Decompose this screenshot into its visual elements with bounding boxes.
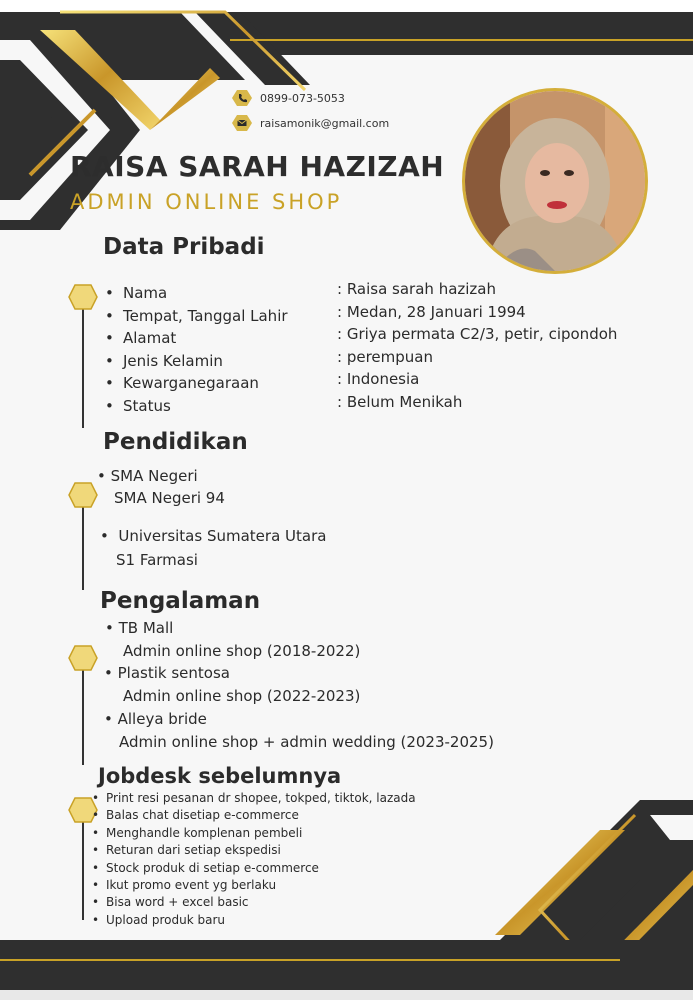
jobdesk-item: • Stock produk di setiap e-commerce: [92, 860, 416, 877]
education-item-2-school: S1 Farmasi: [116, 551, 198, 569]
timeline-line-3: [82, 665, 84, 765]
label-ttl: • Tempat, Tanggal Lahir: [105, 305, 288, 328]
person-role: ADMIN ONLINE SHOP: [70, 190, 343, 214]
hexagon-marker-icon: [68, 482, 98, 508]
jobdesk-item: • Balas chat disetiap e-commerce: [92, 807, 416, 824]
education-item-2-level: • Universitas Sumatera Utara: [100, 527, 327, 545]
label-nama: • Nama: [105, 282, 288, 305]
jobdesk-item: • Returan dari setiap ekspedisi: [92, 842, 416, 859]
education-item-1-school: SMA Negeri 94: [114, 489, 225, 507]
jobdesk-item: • Ikut promo event yg berlaku: [92, 877, 416, 894]
personal-data-values: [337, 278, 617, 414]
section-title-jobdesk: Jobdesk sebelumnya: [98, 764, 342, 788]
jobdesk-item: • Bisa word + excel basic: [92, 894, 416, 911]
label-kewarganegaraan: • Kewarganegaraan: [105, 372, 288, 395]
contact-email: [232, 114, 389, 132]
hexagon-marker-icon: [68, 645, 98, 671]
section-title-data-pribadi: Data Pribadi: [103, 234, 265, 260]
label-status: • Status: [105, 395, 288, 418]
timeline-line-1: [82, 298, 84, 428]
jobdesk-item: • Upload produk baru: [92, 912, 416, 929]
label-alamat: • Alamat: [105, 327, 288, 350]
phone-text[interactable]: 0899-073-5053: [260, 91, 345, 105]
value-ttl: : Medan, 28 Januari 1994: [337, 302, 526, 321]
value-nama: : Raisa sarah hazizah: [337, 280, 497, 298]
experience-item-1-role: Admin online shop (2018-2022): [123, 642, 361, 660]
section-title-pendidikan: Pendidikan: [103, 429, 248, 455]
profile-photo-illustration: [465, 91, 645, 271]
jobdesk-item: • Menghandle komplenan pembeli: [92, 825, 416, 842]
value-kewarganegaraan: : Indonesia: [337, 370, 420, 389]
profile-photo: [462, 88, 648, 274]
experience-item-2-role: Admin online shop (2022-2023): [123, 687, 361, 705]
experience-item-2-company: • Plastik sentosa: [104, 664, 230, 682]
jobdesk-list: [92, 790, 416, 929]
experience-item-3-company: • Alleya bride: [104, 710, 207, 728]
contact-phone: [232, 89, 345, 107]
value-jenis-kelamin: : perempuan: [337, 347, 433, 366]
jobdesk-item: • Print resi pesanan dr shopee, tokped, tiktok, lazada: [92, 790, 416, 807]
value-alamat: : Griya permata C2/3, petir, cipondoh: [337, 325, 618, 344]
section-title-pengalaman: Pengalaman: [100, 588, 261, 614]
personal-data-labels: [105, 282, 288, 418]
label-jenis-kelamin: • Jenis Kelamin: [105, 350, 288, 373]
experience-item-1-company: • TB Mall: [105, 619, 174, 637]
experience-item-3-role: Admin online shop + admin wedding (2023-2025): [119, 733, 494, 751]
hexagon-marker-icon: [68, 284, 98, 310]
timeline-line-4: [82, 820, 84, 920]
person-name: RAISA SARAH HAZIZAH: [70, 150, 445, 183]
email-text[interactable]: raisamonik@gmail.com: [260, 116, 390, 130]
education-item-1-level: • SMA Negeri: [97, 467, 198, 485]
phone-icon: [232, 89, 252, 107]
value-status: : Belum Menikah: [337, 392, 463, 411]
timeline-line-2: [82, 505, 84, 590]
mail-icon: [232, 114, 252, 132]
